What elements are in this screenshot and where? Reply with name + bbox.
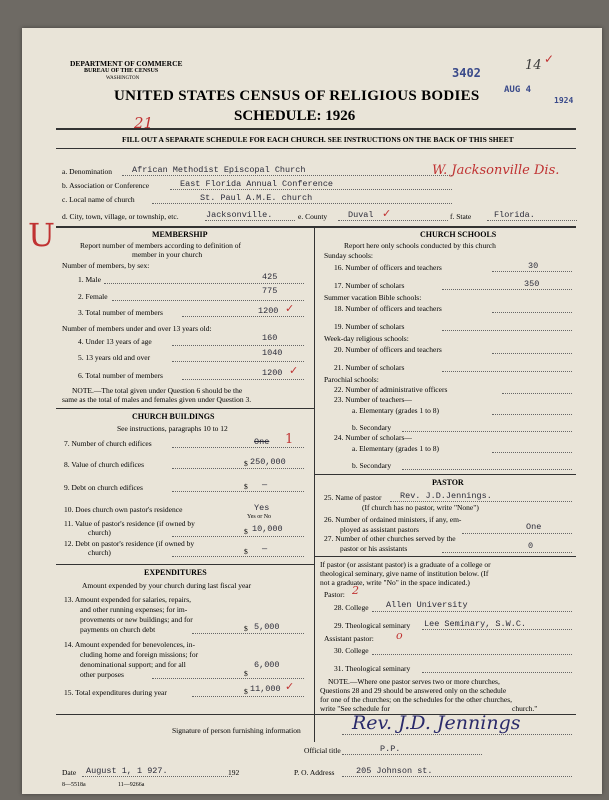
q10-value: Yes [254, 503, 270, 513]
pastor-title: PASTOR [432, 478, 464, 487]
q19-label: 19. Number of scholars [334, 322, 405, 331]
yes-no-hint: Yes or No [247, 514, 272, 520]
q28-label: 28. College [334, 603, 369, 612]
under-over-label: Number of members under and over 13 years old: [62, 324, 212, 333]
q27-line-2: pastor or his assistants [340, 544, 408, 553]
q12-label-2: church) [88, 548, 111, 557]
q14-value: 6,000 [254, 660, 280, 670]
department-label: DEPARTMENT OF COMMERCE [70, 59, 183, 68]
corner-hand-number: 14 [525, 58, 542, 73]
check-mark-icon: ✓ [544, 52, 555, 66]
q30-label: 30. College [334, 646, 369, 655]
hand-district-annotation: W. Jacksonville Dis. [432, 163, 560, 178]
q9-value: — [262, 480, 268, 490]
q23-label: 23. Number of teachers— [334, 395, 412, 404]
q29-value: Lee Seminary, S.W.C. [424, 619, 527, 629]
q27-line-1: 27. Number of other churches served by the [324, 534, 456, 543]
official-title-value: P.P. [380, 744, 401, 754]
dollar-sign: $ [244, 459, 248, 468]
year-suffix: 192 [228, 768, 240, 777]
q8-label: 8. Value of church edifices [64, 460, 145, 469]
q31-label: 31. Theological seminary [334, 664, 411, 673]
signature-label: Signature of person furnishing information [172, 726, 301, 735]
stamp-number: 3402 [452, 66, 481, 80]
church-schools-title: CHURCH SCHOOLS [420, 230, 497, 239]
q11-label: 11. Value of pastor's residence (if owned by [64, 519, 195, 528]
q17-value: 350 [524, 279, 540, 289]
q11-value: 10,000 [252, 524, 283, 534]
hand-margin-mark: U [28, 216, 55, 254]
q12-label: 12. Debt on pastor's residence (if owned by [64, 539, 195, 548]
q8-value: 250,000 [250, 457, 286, 467]
membership-note-b: same as the total of males and females given under Question 3. [62, 395, 252, 404]
pastor-note-2: Questions 28 and 29 should be answered only on the schedule [320, 686, 507, 695]
church-schools-instr: Report here only schools conducted by this church [344, 241, 496, 250]
check-mark-icon: ✓ [285, 681, 295, 693]
dollar-sign: $ [244, 547, 248, 556]
stamp-date-month: AUG 4 [504, 85, 532, 95]
q1-label: 1. Male [78, 275, 101, 284]
q25-note: (If church has no pastor, write "None") [362, 503, 479, 512]
church-buildings-instr: See instructions, paragraphs 10 to 12 [117, 424, 228, 433]
q2-value: 775 [262, 286, 278, 296]
q26-line-2: ployed as assistant pastors [340, 525, 419, 534]
form-title: UNITED STATES CENSUS OF RELIGIOUS BODIES [114, 88, 480, 104]
weekday-label: Week-day religious schools: [324, 334, 409, 343]
q14-line-2: cluding home and foreign missions; for [80, 650, 199, 659]
pastor-note-3: for one of the churches; on the schedules for the other churches, [320, 695, 513, 704]
q1-value: 425 [262, 272, 278, 282]
q2-label: 2. Female [78, 292, 108, 301]
q16-value: 30 [528, 261, 539, 271]
stamp-date-year: 1924 [554, 96, 574, 105]
q24-label: 24. Number of scholars— [334, 433, 412, 442]
hand-number: 21 [134, 114, 154, 132]
q13-line-1: 13. Amount expended for salaries, repairs, [64, 595, 192, 604]
q13-line-3: provements or new buildings; and for [80, 615, 193, 624]
q5-label: 5. 13 years old and over [78, 353, 151, 362]
denomination-label: a. Denomination [62, 167, 112, 176]
q14-line-1: 14. Amount expended for benevolences, in- [64, 640, 196, 649]
expenditures-title: EXPENDITURES [144, 568, 207, 577]
city-value: Jacksonville. [206, 210, 273, 220]
q15-value: 11,000 [250, 684, 281, 694]
instruction-line: FILL OUT A SEPARATE SCHEDULE FOR EACH CHURCH. SEE INSTRUCTIONS ON THE BACK OF THIS SHEET [122, 135, 514, 144]
parochial-label: Parochial schools: [324, 375, 379, 384]
q26-line-1: 26. Number of ordained ministers, if any, em- [324, 515, 462, 524]
hand-assistant-mark: o [396, 629, 403, 642]
date-value: August 1, 1 927. [86, 766, 168, 776]
q26-value: One [526, 522, 542, 532]
association-label: b. Association or Conference [62, 181, 150, 190]
city-label: WASHINGTON [106, 76, 140, 81]
pastor-note-4: write "See schedule for [320, 704, 390, 713]
q17-label: 17. Number of scholars [334, 281, 405, 290]
by-sex-label: Number of members, by sex: [62, 261, 150, 270]
dollar-sign: $ [244, 687, 248, 696]
hand-edifice-count: 1 [285, 432, 294, 447]
q13-value: 5,000 [254, 622, 280, 632]
q9-label: 9. Debt on church edifices [64, 483, 143, 492]
q27-value: 0 [528, 541, 534, 551]
q7-label: 7. Number of church edifices [64, 439, 152, 448]
grad-note-1: If pastor (or assistant pastor) is a graduate of a college or [320, 560, 491, 569]
summer-label: Summer vacation Bible schools: [324, 293, 422, 302]
q24a-label: a. Elementary (grades 1 to 8) [352, 444, 440, 453]
form-code: 8—5518a [62, 782, 86, 788]
q11-label-2: church) [88, 528, 111, 537]
dollar-sign: $ [244, 624, 248, 633]
bureau-label: BUREAU OF THE CENSUS [84, 68, 159, 74]
schedule-title: SCHEDULE: 1926 [234, 108, 356, 124]
sunday-label: Sunday schools: [324, 251, 373, 260]
address-value: 205 Johnson st. [356, 766, 433, 776]
membership-note-2: member in your church [132, 250, 203, 259]
check-mark-icon: ✓ [285, 303, 295, 315]
q28-value: Allen University [386, 600, 468, 610]
q6-value: 1200 [262, 368, 283, 378]
q24b-label: b. Secondary [352, 461, 392, 470]
signature: Rev. J.D. Jennings [352, 712, 521, 734]
q20-label: 20. Number of officers and teachers [334, 345, 442, 354]
county-label: e. County [298, 212, 328, 221]
q12-value: — [262, 544, 268, 554]
state-value: Florida. [494, 210, 535, 220]
q25-value: Rev. J.D.Jennings. [400, 491, 492, 501]
q10-label: 10. Does church own pastor's residence [64, 505, 183, 514]
po-address-label: P. O. Address [294, 768, 335, 777]
local-name-value: St. Paul A.M.E. church [200, 193, 313, 203]
membership-note-1: Report number of members according to definition of [80, 241, 241, 250]
q4-value: 160 [262, 333, 278, 343]
q5-value: 1040 [262, 348, 283, 358]
q22-label: 22. Number of administrative officers [334, 385, 448, 394]
q15-label: 15. Total expenditures during year [64, 688, 167, 697]
assistant-pastor-label: Assistant pastor: [324, 634, 374, 643]
q23b-label: b. Secondary [352, 423, 392, 432]
q23a-label: a. Elementary (grades 1 to 8) [352, 406, 440, 415]
dollar-sign: $ [244, 527, 248, 536]
denomination-value: African Methodist Episcopal Church [132, 165, 306, 175]
q4-label: 4. Under 13 years of age [78, 337, 152, 346]
form-code-2: 11—9266a [118, 782, 145, 788]
q7-value: One [254, 437, 270, 447]
dollar-sign: $ [244, 669, 248, 678]
q13-line-4: payments on church debt [80, 625, 156, 634]
dollar-sign: $ [244, 482, 248, 491]
pastor-note-1: NOTE.—Where one pastor serves two or more churches, [328, 677, 500, 686]
q25-label: 25. Name of pastor [324, 493, 382, 502]
q3-value: 1200 [258, 306, 279, 316]
grad-note-3: not a graduate, write "No" in the space indicated.) [320, 578, 470, 587]
pastor-note-5: church." [512, 704, 538, 713]
check-mark-icon: ✓ [382, 208, 392, 220]
local-name-label: c. Local name of church [62, 195, 135, 204]
hand-pastor-mark: 2 [352, 584, 359, 597]
pastor-sub-label: Pastor: [324, 590, 345, 599]
church-buildings-title: CHURCH BUILDINGS [132, 412, 215, 421]
q14-line-4: other purposes [80, 670, 124, 679]
association-value: East Florida Annual Conference [180, 179, 334, 189]
expenditures-intro: Amount expended by your church during last fiscal year [82, 581, 252, 590]
state-label: f. State [450, 212, 472, 221]
q3-label: 3. Total number of members [78, 308, 163, 317]
city-field-label: d. City, town, village, or township, etc. [62, 212, 179, 221]
q6-label: 6. Total number of members [78, 371, 163, 380]
q14-line-3: denominational support; and for all [80, 660, 186, 669]
q18-label: 18. Number of officers and teachers [334, 304, 442, 313]
check-mark-icon: ✓ [289, 365, 299, 377]
grad-note-2: theological seminary, give name of institution below. (If [320, 569, 489, 578]
q16-label: 16. Number of officers and teachers [334, 263, 442, 272]
date-label: Date [62, 768, 77, 777]
membership-title: MEMBERSHIP [152, 230, 208, 239]
q29-label: 29. Theological seminary [334, 621, 411, 630]
q21-label: 21. Number of scholars [334, 363, 405, 372]
membership-note-a: NOTE.—The total given under Question 6 should be the [72, 386, 243, 395]
official-title-label: Official title [304, 746, 341, 755]
census-form [22, 28, 602, 794]
q13-line-2: and other running expenses; for im- [80, 605, 188, 614]
county-value: Duval [348, 210, 374, 220]
